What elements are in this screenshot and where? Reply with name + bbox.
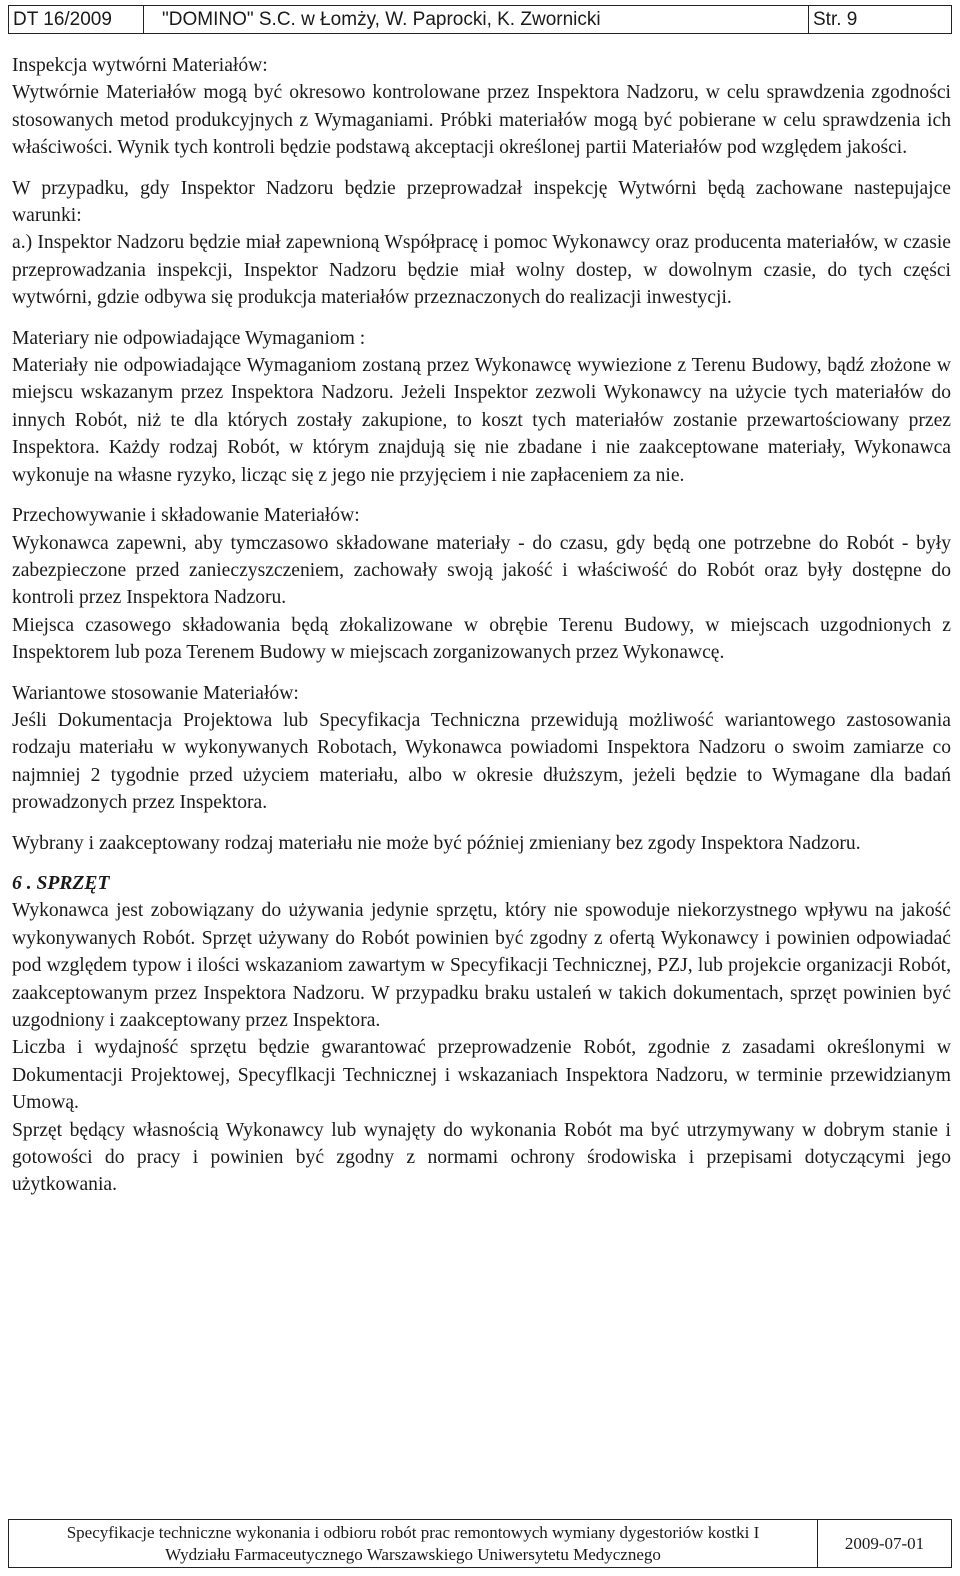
heading-inspekcja: Inspekcja wytwórni Materiałów:	[12, 55, 268, 76]
paragraph-przechowywanie: Wykonawca zapewni, aby tymczasowo składowane materiały - do czasu, gdy będą one potrzebne do Robót - były zabezpieczone przed zanieczyszczeniem, zachowały swoją jakość i właściwość do Robót oraz były dostępne do kontroli przez Inspektora Nadzoru.	[12, 532, 951, 609]
header-page-number: Str. 9	[813, 8, 858, 30]
footer-title-line-2: Wydziału Farmaceutycznego Warszawskiego Uniwersytetu Medycznego	[165, 1544, 661, 1564]
paragraph-inspekcja: Wytwórnie Materiałów mogą być okresowo kontrolowane przez Inspektora Nadzoru, w celu sprawdzenia zgodności stosowanych metod produkcyjnych z Wymaganiami. Próbki materiałów mogą być pobierane w celu sprawdzenia ich właściwości. Wynik tych kontroli będzie podstawą akceptacji określonej partii Materiałów pod względem jakości.	[12, 82, 951, 159]
page-header	[8, 5, 952, 34]
paragraph-wariantowe: Jeśli Dokumentacja Projektowa lub Specyfikacja Techniczna przewidują możliwość wariantowego zastosowania rodzaju materiału w wykonywanych Robotach, Wykonawca powiadomi Inspektora Nadzoru o swoim zamiarze co najmniej 2 tygodnie przed użyciem materiału, albo w okresie dłuższym, jeżeli będzie to Wymagane dla badań prowadzonych przez Inspektora.	[12, 709, 951, 814]
paragraph-warunek-a: a.) Inspektor Nadzoru będzie miał zapewnioną Współpracę i pomoc Wykonawcy oraz producenta materiałów, w czasie przeprowadzania inspekcji, Inspektor Nadzoru będzie miał wolny dostep, w dowolnym czasie, do tych części wytwórni, gdzie odbywa się produkcja materiałów przeznaczonych do realizacji inwestycji.	[12, 232, 951, 309]
paragraph-warunki: W przypadku, gdy Inspektor Nadzoru będzie przeprowadzał inspekcję Wytwórni będą zachowane nastepujajce warunki:	[12, 177, 951, 227]
paragraph-miejsca-skladowania: Miejsca czasowego składowania będą złokalizowane w obrębie Terenu Budowy, w miejscach uzgodnionych z Inspektorem lub poza Terenem Budowy w miejscach zorganizowanych przez Wykonawcę.	[12, 614, 951, 664]
page-footer	[8, 1519, 952, 1568]
footer-title	[9, 1520, 818, 1567]
footer-date: 2009-07-01	[844, 1533, 925, 1553]
header-title: "DOMINO" S.C. w Łomży, W. Paprocki, K. Zwornicki	[144, 6, 809, 33]
paragraph-liczba-sprzetu: Liczba i wydajność sprzętu będzie gwarantować przeprowadzenie Robót, zgodnie z zasadami określonymi w Dokumentacji Projektowej, Specyflkacji Technicznej i wskazaniach Inspektora Nadzoru, w terminie przewidzianym Umową.	[12, 1037, 951, 1114]
paragraph-materialy-nie-odpowiadajace: Materiały nie odpowiadające Wymaganiom zostaną przez Wykonawcę wywiezione z Terenu Budowy, bądź złożone w miejscu wskazanym przez Inspektora Nadzoru. Jeżeli Inspektor zezwoli Wykonawcy na użycie tych materiałów do innych Robót, niż te dla których zostały zakupione, to koszt tych materiałów zostanie przewartościowany przez Inspektora. Każdy rodzaj Robót, w którym znajdują się nie zbadane i nie zaakceptowane materiały, Wykonawca wykonuje na własne ryzyko, licząc się z jego nie przyjęciem i nie zapłaceniem za nie.	[12, 355, 951, 486]
paragraph-sprzet: Wykonawca jest zobowiązany do używania jedynie sprzętu, który nie spowoduje niekorzystnego wpływu na jakość wykonywanych Robót. Sprzęt używany do Robót powinien być zgodny z ofertą Wykonawcy i powinien odpowiadać pod względem typow i ilości wskazaniom zawartym w Specyfikacji Technicznej, PZJ, lub projekcie organizacji Robót, zaakceptowanym przez Inspektora Nadzoru. W przypadku braku ustaleń w takich dokumentach, sprzęt powinien być uzgodniony i zaakceptowany przez Inspektora.	[12, 900, 951, 1031]
footer-title-line-1: Specyfikacje techniczne wykonania i odbioru robót prac remontowych wymiany dygestoriów kostki I	[66, 1522, 760, 1542]
heading-przechowywanie: Przechowywanie i składowanie Materiałów:	[12, 505, 360, 527]
header-doc-code: DT 16/2009	[9, 6, 144, 33]
section-title-sprzet: 6 . SPRZĘT	[12, 872, 110, 894]
heading-materialy-nie-odpowiadajace: Materiary nie odpowiadające Wymaganiom :	[12, 327, 366, 349]
document-body	[12, 52, 951, 1199]
paragraph-wybrany-rodzaj: Wybrany i zaakceptowany rodzaj materiału nie może być później zmieniany bez zgody Inspektora Nadzoru.	[12, 832, 861, 854]
paragraph-sprzet-wlasnosc: Sprzęt będący własnością Wykonawcy lub wynajęty do wykonania Robót ma być utrzymywany w dobrym stanie i gotowości do pracy i powinien być zgodny z normami ochrony środowiska i przepisami dotyczącymi jego użytkowania.	[12, 1119, 951, 1196]
heading-wariantowe: Wariantowe stosowanie Materiałów:	[12, 682, 299, 704]
